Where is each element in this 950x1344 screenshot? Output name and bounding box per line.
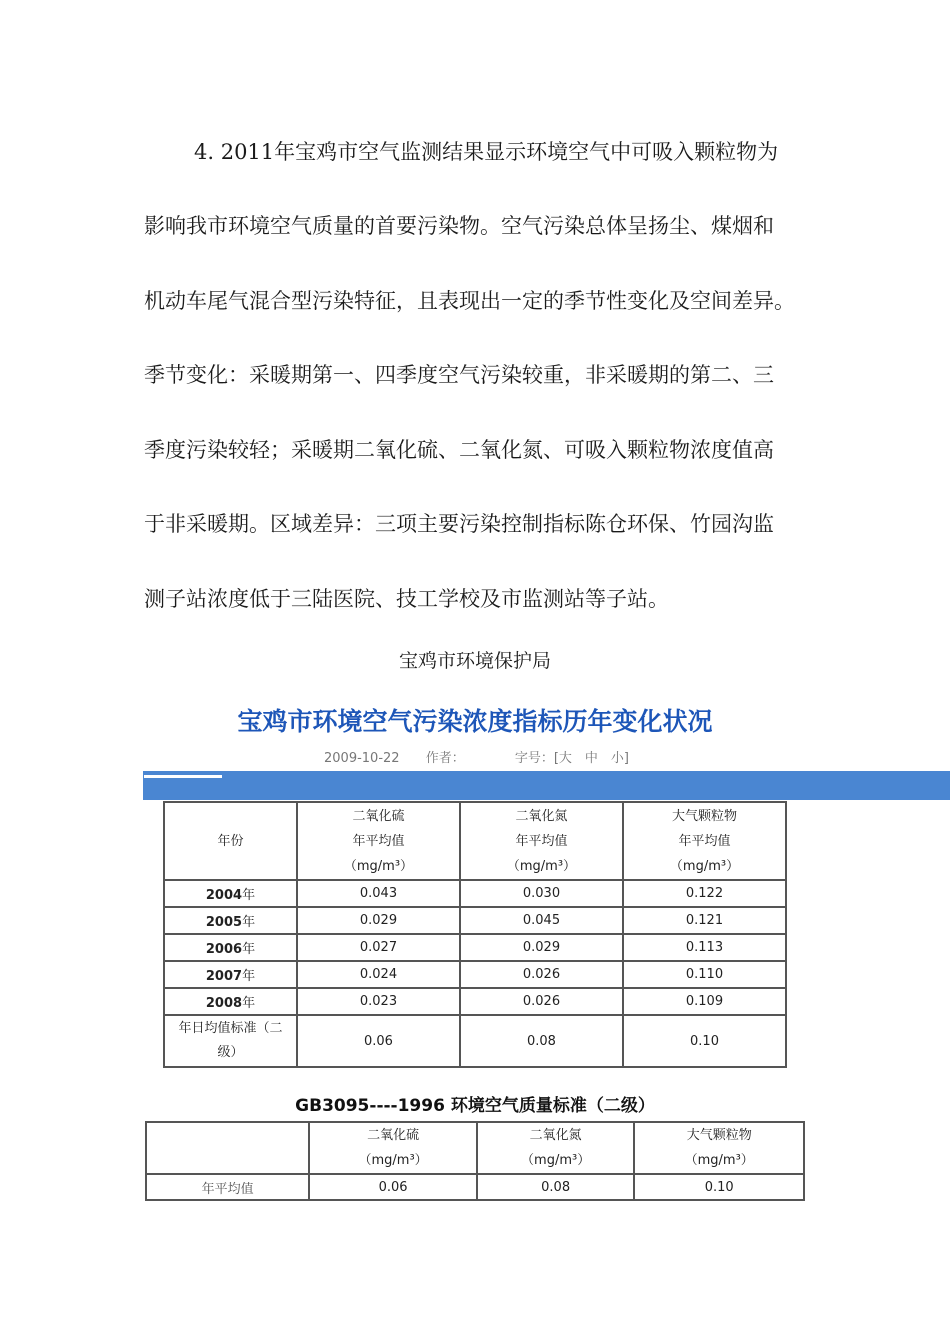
header-unit: （mg/m³） xyxy=(521,1153,591,1168)
year-suffix: 年 xyxy=(242,888,256,903)
paragraph-line: 季节变化：采暖期第一、四季度空气污染较重，非采暖期的第二、三 xyxy=(144,363,774,387)
header-pm xyxy=(623,802,786,880)
year-suffix: 年 xyxy=(242,942,256,957)
no2-cell: 0.026 xyxy=(460,961,623,988)
font-size-selector[interactable]: 字号：[大 中 小] xyxy=(514,751,630,766)
year-suffix: 年 xyxy=(242,969,256,984)
header-text: 大气颗粒物 xyxy=(686,1128,752,1143)
paragraph-line: 测子站浓度低于三陆医院、技工学校及市监测站等子站。 xyxy=(144,587,669,611)
no2-cell: 0.08 xyxy=(477,1174,635,1200)
so2-cell: 0.043 xyxy=(297,880,460,907)
paragraph-line: 影响我市环境空气质量的首要污染物。空气污染总体呈扬尘、煤烟和 xyxy=(144,214,774,238)
year-value: 2007 xyxy=(205,969,243,984)
paragraph-line: 4. 2011年宝鸡市空气监测结果显示环境空气中可吸入颗粒物为 xyxy=(194,140,779,164)
no2-cell: 0.045 xyxy=(460,907,623,934)
year-suffix: 年 xyxy=(242,996,256,1011)
year-cell xyxy=(164,880,297,907)
standard-table-title: GB3095----1996 环境空气质量标准（二级） xyxy=(295,1096,655,1116)
so2-cell: 0.027 xyxy=(297,934,460,961)
year-value: 2008 xyxy=(205,996,243,1011)
table-row xyxy=(164,961,786,988)
header-unit: （mg/m³） xyxy=(684,1153,754,1168)
header-no2 xyxy=(460,802,623,880)
year-cell xyxy=(164,934,297,961)
no2-cell: 0.026 xyxy=(460,988,623,1015)
signature: 宝鸡市环境保护局 xyxy=(398,650,551,672)
pm-cell: 0.10 xyxy=(634,1174,804,1200)
paragraph-line: 机动车尾气混合型污染特征，且表现出一定的季节性变化及空间差异。 xyxy=(144,289,795,313)
pm-cell: 0.113 xyxy=(623,934,786,961)
so2-cell: 0.06 xyxy=(297,1015,460,1067)
header-text: 二氧化硫 xyxy=(367,1128,420,1143)
pm-cell: 0.121 xyxy=(623,907,786,934)
table-row xyxy=(164,934,786,961)
air-quality-standard-table xyxy=(145,1121,805,1201)
header-bar xyxy=(143,771,950,800)
pm-cell: 0.110 xyxy=(623,961,786,988)
header-text: 二氧化硫 xyxy=(352,808,405,824)
header-text: 二氧化氮 xyxy=(515,808,568,824)
so2-cell: 0.06 xyxy=(309,1174,477,1200)
year-value: 2006 xyxy=(205,942,243,957)
row-label: 年平均值 xyxy=(146,1174,309,1200)
header-text: 年平均值 xyxy=(515,833,568,849)
article-title: 宝鸡市环境空气污染浓度指标历年变化状况 xyxy=(237,707,713,736)
so2-cell: 0.029 xyxy=(297,907,460,934)
header-pm xyxy=(634,1122,804,1174)
year-cell xyxy=(164,988,297,1015)
header-text: 年平均值 xyxy=(352,833,405,849)
pm-cell: 0.122 xyxy=(623,880,786,907)
header-text: 年平均值 xyxy=(678,833,731,849)
header-unit: （mg/m³） xyxy=(358,1153,428,1168)
header-unit: （mg/m³） xyxy=(669,858,740,874)
no2-cell: 0.029 xyxy=(460,934,623,961)
so2-cell: 0.023 xyxy=(297,988,460,1015)
table-header-row xyxy=(164,802,786,880)
standard-row xyxy=(164,1015,786,1067)
header-text: 年份 xyxy=(217,833,244,849)
pollution-history-table xyxy=(163,801,787,1068)
table-row xyxy=(164,880,786,907)
table-row xyxy=(164,907,786,934)
paragraph-line: 季度污染较轻；采暖期二氧化硫、二氧化氮、可吸入颗粒物浓度值高 xyxy=(144,438,774,462)
author-label: 作者： xyxy=(425,751,465,766)
header-empty xyxy=(146,1122,309,1174)
header-text: 二氧化氮 xyxy=(529,1128,582,1143)
header-no2 xyxy=(477,1122,635,1174)
article-meta xyxy=(324,750,629,768)
header-unit: （mg/m³） xyxy=(343,858,414,874)
header-text: 大气颗粒物 xyxy=(671,808,737,824)
pm-cell: 0.10 xyxy=(623,1015,786,1067)
year-value: 2004 xyxy=(205,888,243,903)
table-header-row xyxy=(146,1122,804,1174)
table-row xyxy=(146,1174,804,1200)
year-cell xyxy=(164,907,297,934)
article-date: 2009-10-22 xyxy=(324,751,400,766)
header-unit: （mg/m³） xyxy=(506,858,577,874)
header-so2 xyxy=(297,802,460,880)
header-bar-accent xyxy=(144,775,222,778)
header-year xyxy=(164,802,297,880)
pm-cell: 0.109 xyxy=(623,988,786,1015)
paragraph-line: 于非采暖期。区域差异：三项主要污染控制指标陈仓环保、竹园沟监 xyxy=(144,512,774,536)
table-row xyxy=(164,988,786,1015)
standard-label: 年日均值标准（二级） xyxy=(164,1015,297,1067)
so2-cell: 0.024 xyxy=(297,961,460,988)
year-value: 2005 xyxy=(205,915,243,930)
header-so2 xyxy=(309,1122,477,1174)
year-suffix: 年 xyxy=(242,915,256,930)
no2-cell: 0.030 xyxy=(460,880,623,907)
no2-cell: 0.08 xyxy=(460,1015,623,1067)
year-cell xyxy=(164,961,297,988)
